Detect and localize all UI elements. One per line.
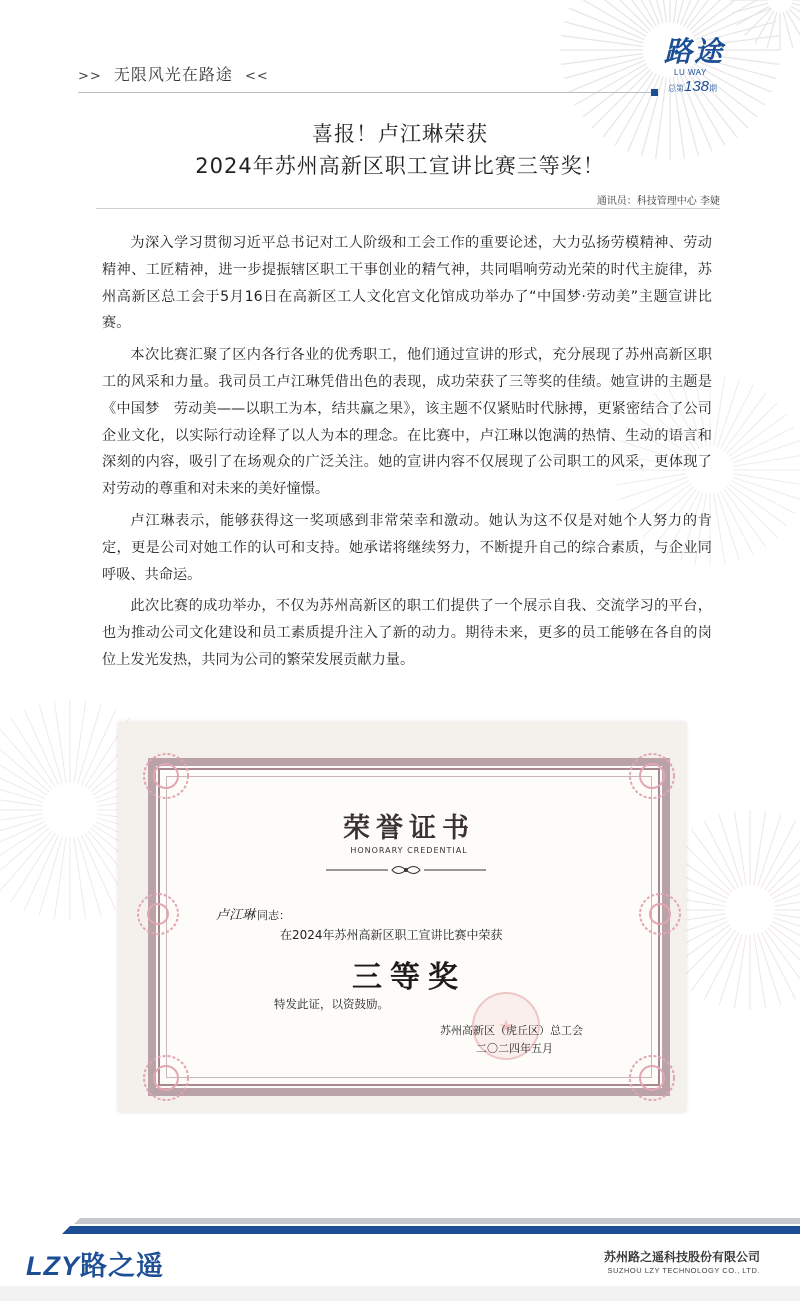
article-title-line1: 喜报！卢江琳荣获 (312, 122, 488, 146)
byline-divider (96, 208, 720, 209)
header-arrows-right: << (245, 69, 269, 84)
certificate-issuer: 苏州高新区（虎丘区）总工会 (440, 1024, 583, 1037)
recipient-signature: 卢江琳 (216, 908, 256, 923)
certificate-event-text: 在2024年苏州高新区职工宣讲比赛中荣获 (280, 928, 503, 942)
company-name-english: SUZHOU LZY TECHNOLOGY CO., LTD. (607, 1266, 760, 1275)
certificate-recipient (216, 904, 290, 923)
section-title: 无限风光在路途 (113, 65, 233, 84)
rosette-bottom-right-icon (622, 1048, 682, 1108)
certificate-frame (148, 758, 670, 1096)
issue-suffix: 期 (709, 84, 718, 93)
company-logo-latin: LZY (26, 1251, 80, 1281)
header-arrows-left: >> (78, 69, 102, 84)
magazine-logo (660, 28, 770, 100)
issue-number-value: 138 (684, 78, 710, 95)
article-paragraph: 本次比赛汇聚了区内各行各业的优秀职工，他们通过宣讲的形式，充分展现了苏州高新区职工的风采和力量。我司员工卢江琳凭借出色的表现，成功荣获了三等奖的佳绩。她宣讲的主题是《中国梦 劳动美——以职工为本，结共赢之果》，该主题不仅紧贴时代脉搏，更紧密结合了公司企业文化，以实际行动诠释了以人为本的理念。在比赛中，卢江琳以饱满的热情、生动的语言和深刻的内容，吸引了在场观众的广泛关注。她的宣讲内容不仅展现了公司职工的风采，更体现了对劳动的尊重和对未来的美好憧憬。 (102, 347, 712, 498)
rosette-top-right-icon (622, 746, 682, 806)
issue-number (668, 78, 717, 95)
magazine-logo-english: LU WAY (674, 68, 707, 77)
section-header (78, 62, 658, 85)
footer-bottom-band (0, 1286, 800, 1301)
header-divider-marker (651, 89, 658, 96)
header-divider (78, 92, 658, 93)
company-name-chinese: 苏州路之遥科技股份有限公司 (603, 1250, 760, 1264)
company-logo (26, 1244, 164, 1283)
certificate-subtitle: HONORARY CREDENTIAL (350, 846, 468, 855)
article-paragraph: 此次比赛的成功举办，不仅为苏州高新区的职工们提供了一个展示自我、交流学习的平台，也为推动公司文化建设和员工素质提升注入了新的动力。期待未来，更多的员工能够在各自的岗位上发光发热，共同为公司的繁荣发展贡献力量。 (102, 598, 712, 668)
certificate-salutation: 同志： (257, 909, 291, 922)
magazine-logo-name: 路途 (664, 35, 725, 68)
certificate-date: 二〇二四年五月 (476, 1042, 553, 1055)
ornament-divider-icon (326, 862, 486, 878)
certificate-photo (118, 722, 686, 1112)
footer-stripes (0, 1210, 800, 1240)
article-body (102, 230, 712, 679)
certificate-closing-text: 特发此证，以资鼓励。 (274, 997, 389, 1011)
rosette-top-left-icon (136, 746, 196, 806)
article-byline: 通讯员：科技管理中心 李婕 (596, 196, 720, 207)
article-title-line2: 2024年苏州高新区职工宣讲比赛三等奖！ (195, 154, 605, 178)
rosette-bottom-left-icon (136, 1048, 196, 1108)
article-paragraph: 为深入学习贯彻习近平总书记对工人阶级和工会工作的重要论述，大力弘扬劳模精神、劳动精神、工匠精神，进一步提振辖区职工干事创业的精气神，共同唱响劳动光荣的时代主旋律，苏州高新区总工会于5月16日在高新区工人文化宫文化馆成功举办了“中国梦·劳动美”主题宣讲比赛。 (102, 235, 712, 332)
article-paragraph: 卢江琳表示，能够获得这一奖项感到非常荣幸和激动。她认为这不仅是对她个人努力的肯定，更是公司对她工作的认可和支持。她承诺将继续努力，不断提升自己的综合素质，与企业同呼吸、共命运。 (102, 512, 712, 583)
certificate-title: 荣誉证书 (343, 813, 475, 844)
certificate-award: 三等奖 (352, 960, 466, 995)
rosette-right-middle-icon (632, 886, 688, 942)
company-logo-chinese: 路之遥 (80, 1251, 164, 1282)
rosette-left-middle-icon (130, 886, 186, 942)
issue-prefix: 总第 (668, 84, 684, 93)
